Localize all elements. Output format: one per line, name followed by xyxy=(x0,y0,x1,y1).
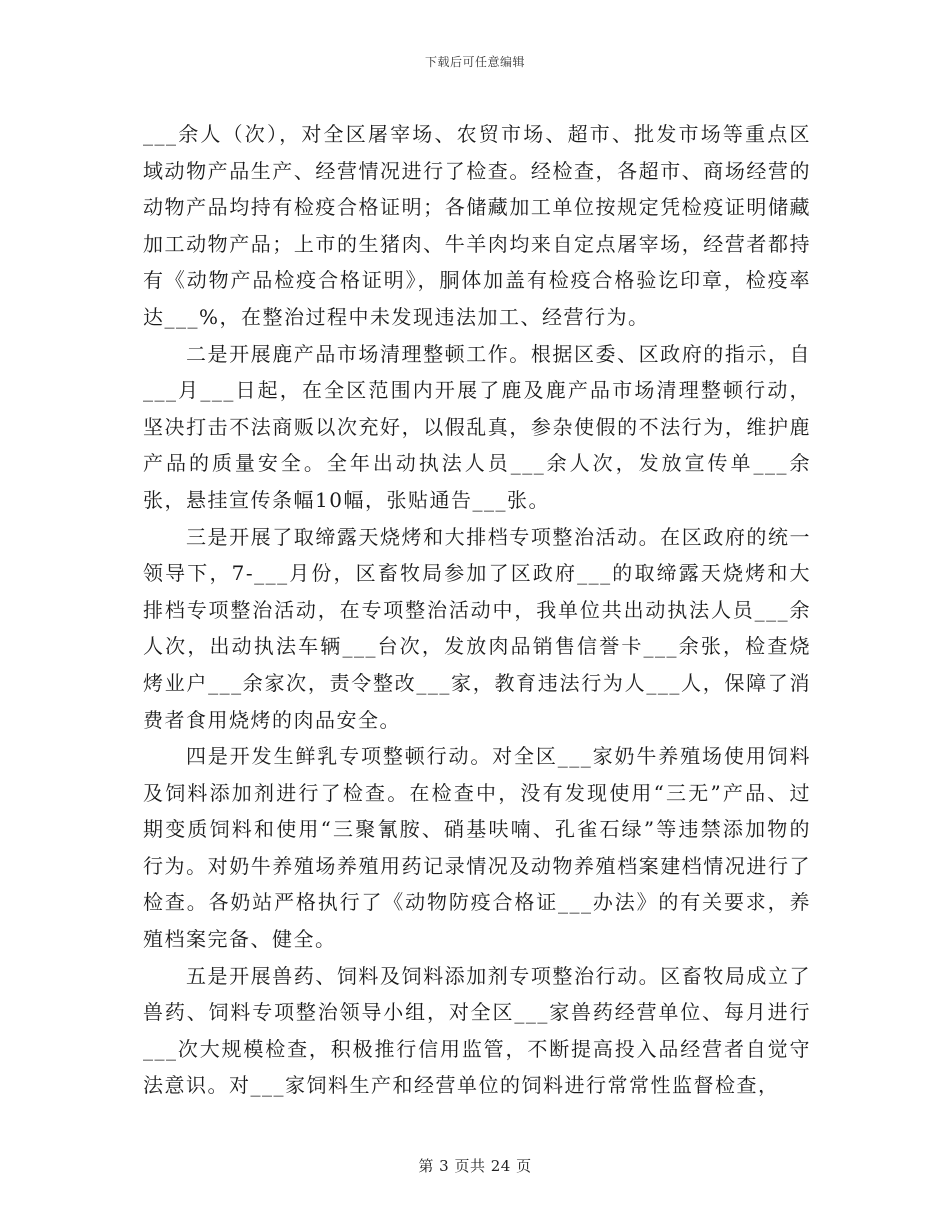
page-header: 下载后可任意编辑 xyxy=(424,55,525,69)
paragraph-3: 三是开展了取缔露天烧烤和大排档专项整治活动。在区政府的统一领导下，7-___月份，区畜牧局参加了区政府___的取缔露天烧烤和大排档专项整治活动，在专项整治活动中，我单位共出动执法人员___余人次，出动执法车辆___台次，发放肉品销售信誉卡___余张，检查烧烤业户___余家次，责令整改___家，教育违法行为人___人，保障了消费者食用烧烤的肉品安全。 xyxy=(143,524,811,732)
document-body xyxy=(143,116,811,1104)
paragraph-2: 二是开展鹿产品市场清理整顿工作。根据区委、区政府的指示，自___月___日起，在全区范围内开展了鹿及鹿产品市场清理整顿行动，坚决打击不法商贩以次充好，以假乱真，参杂使假的不法行为，维护鹿产品的质量安全。全年出动执法人员___余人次，发放宣传单___余张，悬挂宣传条幅10幅，张贴通告___张。 xyxy=(143,341,811,512)
paragraph-5: 五是开展兽药、饲料及饲料添加剂专项整治行动。区畜牧局成立了兽药、饲料专项整治领导小组，对全区___家兽药经营单位、每月进行___次大规模检查，积极推行信用监管，不断提高投入品经营者自觉守法意识。对___家饲料生产和经营单位的饲料进行常常性监督检查， xyxy=(143,963,811,1098)
paragraph-4: 四是开发生鲜乳专项整顿行动。对全区___家奶牛养殖场使用饲料及饲料添加剂进行了检查。在检查中，没有发现使用“三无”产品、过期变质饲料和使用“三聚氰胺、硝基呋喃、孔雀石绿”等违禁添加物的行为。对奶牛养殖场养殖用药记录情况及动物养殖档案建档情况进行了检查。各奶站严格执行了《动物防疫合格证___办法》的有关要求，养殖档案完备、健全。 xyxy=(143,744,811,952)
page-footer: 第 3 页共 24 页 xyxy=(418,1157,532,1175)
paragraph-1: ___余人（次），对全区屠宰场、农贸市场、超市、批发市场等重点区域动物产品生产、经营情况进行了检查。经检查，各超市、商场经营的动物产品均持有检疫合格证明；各储藏加工单位按规定凭检疫证明储藏加工动物产品；上市的生猪肉、牛羊肉均来自定点屠宰场，经营者都持有《动物产品检疫合格证明》，胴体加盖有检疫合格验讫印章，检疫率达___%，在整治过程中未发现违法加工、经营行为。 xyxy=(143,122,811,329)
